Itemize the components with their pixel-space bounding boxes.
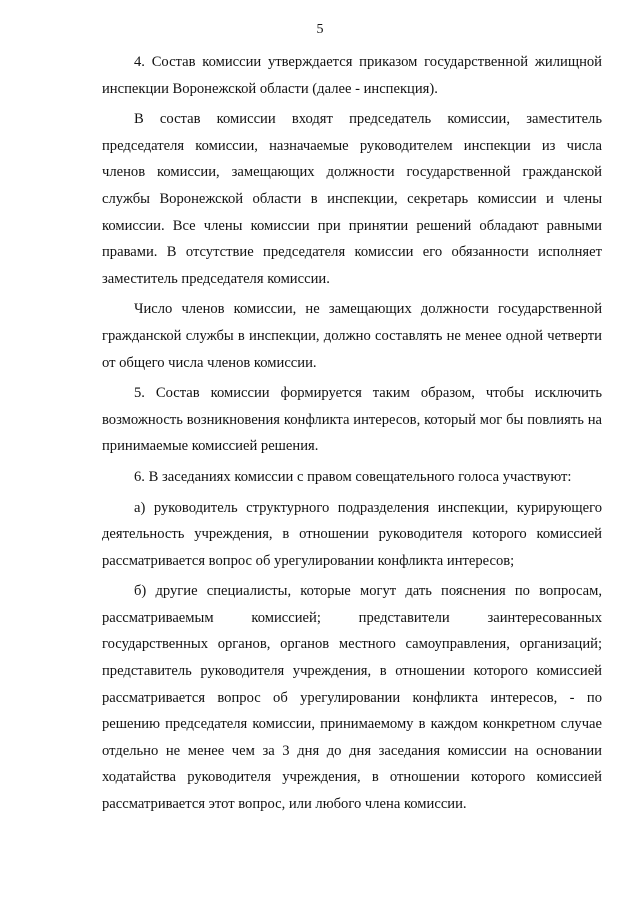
- paragraph-6: 6. В заседаниях комиссии с правом совещательного голоса участвуют:: [134, 468, 572, 485]
- paragraph-members-count: Число членов комиссии, не замещающих должности государственной гражданской службы в инспекции, должно составлять не менее одной четверти от общего числа членов комиссии.: [102, 301, 602, 371]
- document-body: [102, 49, 602, 822]
- paragraph-5: 5. Состав комиссии формируется таким образом, чтобы исключить возможность возникновения конфликта интересов, который мог бы повлиять на принимаемые комиссией решения.: [102, 385, 602, 455]
- paragraph-6a: а) руководитель структурного подразделения инспекции, курирующего деятельность учреждения, в отношении руководителя которого комиссией рассматривается вопрос об урегулировании конфликта интересов;: [102, 499, 602, 569]
- paragraph-6b: б) другие специалисты, которые могут дать пояснения по вопросам, рассматриваемым комиссией; представители заинтересованных государственных органов, органов местного самоуправления, организаций; представитель руководителя учреждения, в отношении которого комиссией рассматривается вопрос об урегулировании конфликта интересов, - по решению председателя комиссии, принимаемому в каждом конкретном случае отдельно не менее чем за 3 дня до дня заседания комиссии на основании ходатайства руководителя учреждения, в отношении которого комиссией рассматривается этот вопрос, или любого члена комиссии.: [102, 583, 602, 813]
- page-number: 5: [316, 22, 324, 37]
- paragraph-4: 4. Состав комиссии утверждается приказом государственной жилищной инспекции Воронежской области (далее - инспекция).: [102, 54, 602, 97]
- paragraph-composition: В состав комиссии входят председатель комиссии, заместитель председателя комиссии, назначаемые руководителем инспекции из числа членов комиссии, замещающих должности государственной гражданской службы Воронежской области в инспекции, секретарь комиссии и члены комиссии. Все члены комиссии при принятии решений обладают равными правами. В отсутствие председателя комиссии его обязанности исполняет заместитель председателя комиссии.: [102, 111, 602, 287]
